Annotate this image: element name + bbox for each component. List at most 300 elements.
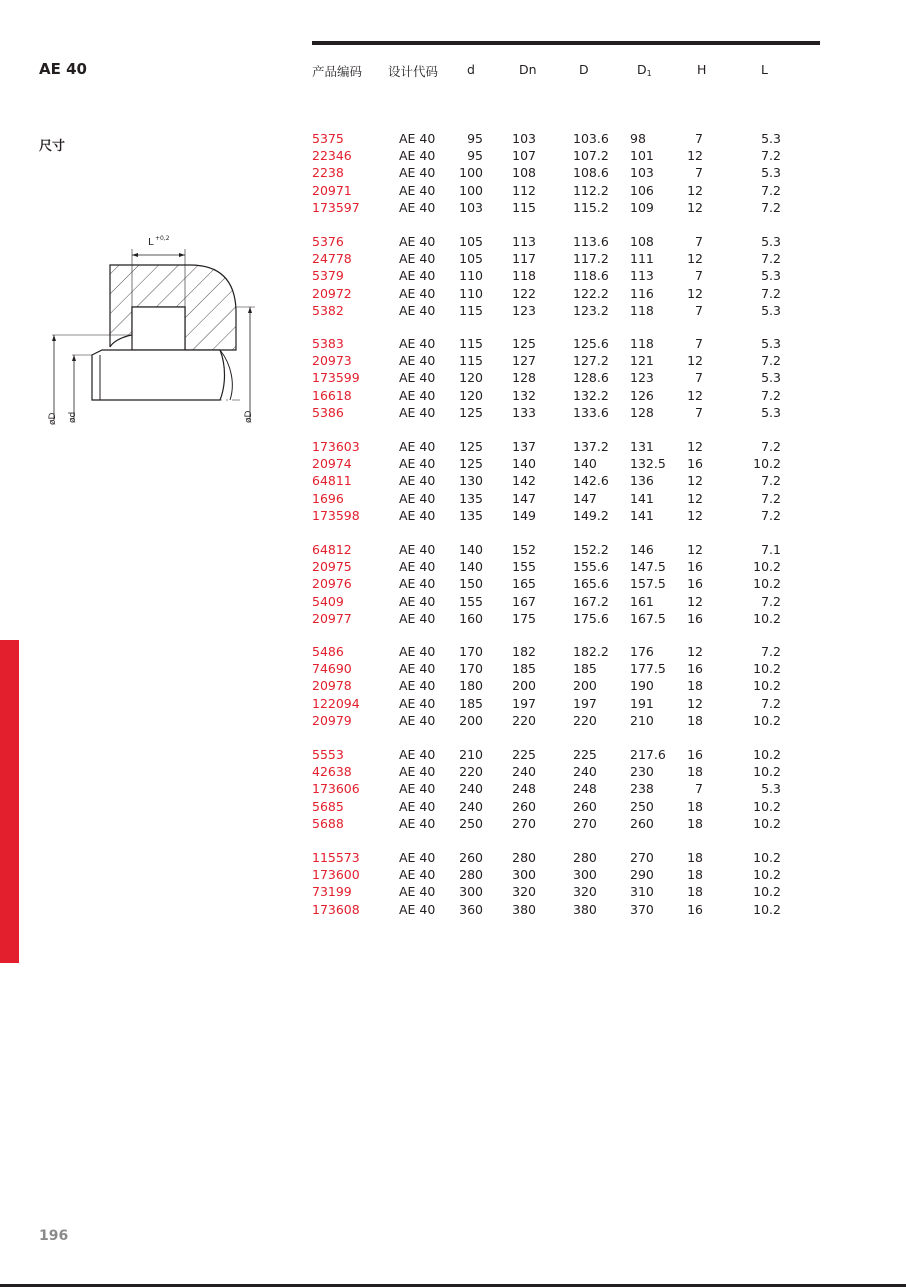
cell-D: 270 bbox=[573, 815, 597, 831]
cell-code: 173606 bbox=[312, 781, 360, 797]
table-row bbox=[0, 147, 906, 164]
cell-code: 64812 bbox=[312, 542, 352, 557]
diagram-label-d1: øD bbox=[48, 412, 58, 425]
cell-D1: 176 bbox=[630, 644, 654, 659]
cell-code: 5553 bbox=[312, 747, 344, 762]
table-row bbox=[0, 404, 906, 421]
cell-dn: 112 bbox=[512, 182, 536, 198]
table-row bbox=[0, 763, 906, 780]
cell-H: 7 bbox=[695, 404, 703, 420]
cell-D1: 147.5 bbox=[630, 559, 666, 575]
cell-design: AE 40 bbox=[399, 815, 436, 831]
cell-d: 125 bbox=[459, 404, 483, 420]
cell-design: AE 40 bbox=[399, 148, 436, 164]
cell-H: 12 bbox=[687, 251, 703, 267]
cell-L: 5.3 bbox=[761, 302, 781, 318]
cell-code: 173598 bbox=[312, 507, 360, 523]
header-L: L bbox=[761, 62, 768, 77]
cell-code: 42638 bbox=[312, 764, 352, 780]
cell-design: AE 40 bbox=[399, 610, 436, 626]
cell-d: 155 bbox=[459, 593, 483, 609]
cell-design: AE 40 bbox=[399, 559, 436, 575]
cell-H: 16 bbox=[687, 610, 703, 626]
cell-code: 115573 bbox=[312, 850, 360, 865]
cell-d: 140 bbox=[459, 542, 483, 557]
cell-code: 64811 bbox=[312, 473, 352, 489]
cell-code: 173608 bbox=[312, 901, 360, 917]
cell-code: 20975 bbox=[312, 559, 352, 575]
cell-H: 16 bbox=[687, 576, 703, 592]
cell-D1: 118 bbox=[630, 336, 654, 351]
cell-D1: 118 bbox=[630, 302, 654, 318]
cell-L: 10.2 bbox=[753, 456, 781, 472]
cell-H: 16 bbox=[687, 559, 703, 575]
cell-d: 150 bbox=[459, 576, 483, 592]
cell-d: 300 bbox=[459, 884, 483, 900]
cell-H: 12 bbox=[687, 285, 703, 301]
cell-H: 18 bbox=[687, 798, 703, 814]
table-row bbox=[0, 660, 906, 677]
cell-d: 250 bbox=[459, 815, 483, 831]
cell-dn: 149 bbox=[512, 507, 536, 523]
cell-L: 5.3 bbox=[761, 404, 781, 420]
cell-d: 95 bbox=[467, 131, 483, 146]
cell-H: 12 bbox=[687, 542, 703, 557]
cell-D: 200 bbox=[573, 678, 597, 694]
table-row bbox=[0, 182, 906, 199]
cell-D: 112.2 bbox=[573, 182, 609, 198]
cell-d: 280 bbox=[459, 867, 483, 883]
cell-design: AE 40 bbox=[399, 781, 436, 797]
cell-d: 170 bbox=[459, 644, 483, 659]
cell-D: 175.6 bbox=[573, 610, 609, 626]
cell-D1: 161 bbox=[630, 593, 654, 609]
cell-dn: 147 bbox=[512, 490, 536, 506]
cell-dn: 185 bbox=[512, 661, 536, 677]
cell-code: 173597 bbox=[312, 199, 360, 215]
cell-D1: 126 bbox=[630, 387, 654, 403]
cell-L: 10.2 bbox=[753, 901, 781, 917]
table-row bbox=[0, 335, 906, 352]
header-d: d bbox=[467, 62, 475, 77]
cell-L: 5.3 bbox=[761, 336, 781, 351]
page-number: 196 bbox=[39, 1228, 69, 1244]
cell-d: 105 bbox=[459, 234, 483, 249]
cell-D: 182.2 bbox=[573, 644, 609, 659]
cell-D1: 109 bbox=[630, 199, 654, 215]
cell-D1: 113 bbox=[630, 268, 654, 284]
cell-code: 20971 bbox=[312, 182, 352, 198]
cell-d: 115 bbox=[459, 353, 483, 369]
cell-D1: 132.5 bbox=[630, 456, 666, 472]
cell-D1: 121 bbox=[630, 353, 654, 369]
cell-design: AE 40 bbox=[399, 747, 436, 762]
cell-D1: 141 bbox=[630, 490, 654, 506]
table-row bbox=[0, 490, 906, 507]
cell-D1: 106 bbox=[630, 182, 654, 198]
cell-dn: 175 bbox=[512, 610, 536, 626]
header-dn: Dn bbox=[519, 62, 537, 77]
cell-D1: 157.5 bbox=[630, 576, 666, 592]
cell-d: 130 bbox=[459, 473, 483, 489]
cell-L: 7.2 bbox=[761, 353, 781, 369]
cell-code: 20978 bbox=[312, 678, 352, 694]
cell-dn: 155 bbox=[512, 559, 536, 575]
cell-H: 7 bbox=[695, 781, 703, 797]
table-row bbox=[0, 233, 906, 250]
cell-L: 7.2 bbox=[761, 285, 781, 301]
cell-H: 18 bbox=[687, 884, 703, 900]
cell-D1: 101 bbox=[630, 148, 654, 164]
cell-D1: 290 bbox=[630, 867, 654, 883]
cell-D1: 177.5 bbox=[630, 661, 666, 677]
cell-D: 107.2 bbox=[573, 148, 609, 164]
cell-H: 12 bbox=[687, 490, 703, 506]
header-H: H bbox=[697, 62, 707, 77]
cell-dn: 220 bbox=[512, 712, 536, 728]
cell-design: AE 40 bbox=[399, 901, 436, 917]
cell-d: 260 bbox=[459, 850, 483, 865]
cell-code: 22346 bbox=[312, 148, 352, 164]
cell-dn: 270 bbox=[512, 815, 536, 831]
cell-H: 12 bbox=[687, 439, 703, 454]
cell-D: 225 bbox=[573, 747, 597, 762]
cell-L: 7.2 bbox=[761, 507, 781, 523]
cell-design: AE 40 bbox=[399, 182, 436, 198]
cell-H: 18 bbox=[687, 867, 703, 883]
cell-D: 165.6 bbox=[573, 576, 609, 592]
cell-code: 5376 bbox=[312, 234, 344, 249]
cell-code: 20979 bbox=[312, 712, 352, 728]
cell-D: 155.6 bbox=[573, 559, 609, 575]
cell-D1: 141 bbox=[630, 507, 654, 523]
cell-H: 7 bbox=[695, 234, 703, 249]
cell-design: AE 40 bbox=[399, 370, 436, 386]
cell-design: AE 40 bbox=[399, 456, 436, 472]
table-row bbox=[0, 866, 906, 883]
cell-L: 7.2 bbox=[761, 182, 781, 198]
cell-D: 108.6 bbox=[573, 165, 609, 181]
cell-dn: 127 bbox=[512, 353, 536, 369]
cell-design: AE 40 bbox=[399, 764, 436, 780]
cell-L: 7.1 bbox=[761, 542, 781, 557]
cell-dn: 225 bbox=[512, 747, 536, 762]
cell-dn: 197 bbox=[512, 695, 536, 711]
cell-D: 380 bbox=[573, 901, 597, 917]
cell-H: 12 bbox=[687, 199, 703, 215]
table-row bbox=[0, 507, 906, 524]
cell-d: 185 bbox=[459, 695, 483, 711]
cell-code: 5375 bbox=[312, 131, 344, 146]
cell-design: AE 40 bbox=[399, 251, 436, 267]
cell-D: 140 bbox=[573, 456, 597, 472]
cell-code: 173599 bbox=[312, 370, 360, 386]
cell-D1: 210 bbox=[630, 712, 654, 728]
diagram-label-d: ød bbox=[68, 411, 78, 423]
cell-L: 10.2 bbox=[753, 867, 781, 883]
cell-d: 125 bbox=[459, 456, 483, 472]
cell-D1: 310 bbox=[630, 884, 654, 900]
cell-D1: 190 bbox=[630, 678, 654, 694]
cell-L: 10.2 bbox=[753, 610, 781, 626]
table-row bbox=[0, 438, 906, 455]
cell-H: 12 bbox=[687, 353, 703, 369]
cell-d: 100 bbox=[459, 182, 483, 198]
cell-dn: 103 bbox=[512, 131, 536, 146]
table-row bbox=[0, 455, 906, 472]
cell-D: 133.6 bbox=[573, 404, 609, 420]
cell-dn: 117 bbox=[512, 251, 536, 267]
cell-H: 18 bbox=[687, 850, 703, 865]
cell-D1: 270 bbox=[630, 850, 654, 865]
cell-code: 20972 bbox=[312, 285, 352, 301]
cell-dn: 140 bbox=[512, 456, 536, 472]
cell-dn: 280 bbox=[512, 850, 536, 865]
cell-dn: 118 bbox=[512, 268, 536, 284]
cell-H: 16 bbox=[687, 456, 703, 472]
cell-D: 220 bbox=[573, 712, 597, 728]
cell-dn: 133 bbox=[512, 404, 536, 420]
table-row bbox=[0, 267, 906, 284]
cell-d: 200 bbox=[459, 712, 483, 728]
cell-dn: 320 bbox=[512, 884, 536, 900]
diagram-label-D: øD bbox=[244, 410, 254, 423]
cell-code: 24778 bbox=[312, 251, 352, 267]
cell-code: 5379 bbox=[312, 268, 344, 284]
cell-code: 5685 bbox=[312, 798, 344, 814]
cell-L: 10.2 bbox=[753, 559, 781, 575]
cell-L: 7.2 bbox=[761, 251, 781, 267]
table-row bbox=[0, 677, 906, 694]
header-design: 设计代码 bbox=[388, 64, 439, 79]
cell-dn: 113 bbox=[512, 234, 536, 249]
table-row bbox=[0, 285, 906, 302]
cell-D: 122.2 bbox=[573, 285, 609, 301]
cell-L: 10.2 bbox=[753, 798, 781, 814]
table-row bbox=[0, 610, 906, 627]
cell-d: 135 bbox=[459, 490, 483, 506]
diagram-label-l-tol: +0,2 bbox=[155, 235, 170, 242]
table-row bbox=[0, 369, 906, 386]
cell-design: AE 40 bbox=[399, 404, 436, 420]
cell-D: 260 bbox=[573, 798, 597, 814]
cell-D: 142.6 bbox=[573, 473, 609, 489]
cell-H: 18 bbox=[687, 764, 703, 780]
cell-dn: 260 bbox=[512, 798, 536, 814]
cell-D1: 98 bbox=[630, 131, 646, 146]
cell-H: 16 bbox=[687, 661, 703, 677]
cell-D1: 230 bbox=[630, 764, 654, 780]
cell-L: 7.2 bbox=[761, 695, 781, 711]
cell-H: 12 bbox=[687, 473, 703, 489]
cell-design: AE 40 bbox=[399, 285, 436, 301]
cell-D: 128.6 bbox=[573, 370, 609, 386]
cell-L: 5.3 bbox=[761, 370, 781, 386]
table-row bbox=[0, 130, 906, 147]
cell-H: 18 bbox=[687, 815, 703, 831]
cell-H: 12 bbox=[687, 182, 703, 198]
cell-code: 122094 bbox=[312, 695, 360, 711]
cell-L: 7.2 bbox=[761, 439, 781, 454]
cell-dn: 142 bbox=[512, 473, 536, 489]
cell-d: 360 bbox=[459, 901, 483, 917]
cell-D: 125.6 bbox=[573, 336, 609, 351]
cell-H: 12 bbox=[687, 148, 703, 164]
cell-code: 20974 bbox=[312, 456, 352, 472]
table-row bbox=[0, 883, 906, 900]
cell-D: 137.2 bbox=[573, 439, 609, 454]
cell-d: 115 bbox=[459, 302, 483, 318]
cell-dn: 182 bbox=[512, 644, 536, 659]
table-row bbox=[0, 593, 906, 610]
diagram-label-l: L bbox=[148, 237, 154, 248]
cell-D: 103.6 bbox=[573, 131, 609, 146]
cell-D1: 260 bbox=[630, 815, 654, 831]
header-D: D bbox=[579, 62, 589, 77]
cell-d: 240 bbox=[459, 798, 483, 814]
cell-design: AE 40 bbox=[399, 576, 436, 592]
cell-design: AE 40 bbox=[399, 165, 436, 181]
cell-L: 7.2 bbox=[761, 490, 781, 506]
cell-L: 10.2 bbox=[753, 850, 781, 865]
cell-D1: 108 bbox=[630, 234, 654, 249]
cell-L: 5.3 bbox=[761, 781, 781, 797]
cell-dn: 132 bbox=[512, 387, 536, 403]
cell-design: AE 40 bbox=[399, 593, 436, 609]
cell-L: 7.2 bbox=[761, 593, 781, 609]
cell-d: 170 bbox=[459, 661, 483, 677]
cell-d: 100 bbox=[459, 165, 483, 181]
cell-L: 7.2 bbox=[761, 473, 781, 489]
cell-design: AE 40 bbox=[399, 798, 436, 814]
cell-d: 120 bbox=[459, 387, 483, 403]
cell-code: 1696 bbox=[312, 490, 344, 506]
cell-D: 113.6 bbox=[573, 234, 609, 249]
cell-dn: 165 bbox=[512, 576, 536, 592]
cell-design: AE 40 bbox=[399, 712, 436, 728]
header-D1: $D_1$ bbox=[637, 62, 652, 78]
cell-d: 160 bbox=[459, 610, 483, 626]
table-row bbox=[0, 541, 906, 558]
cell-design: AE 40 bbox=[399, 473, 436, 489]
cell-H: 7 bbox=[695, 302, 703, 318]
cell-code: 20976 bbox=[312, 576, 352, 592]
cell-d: 125 bbox=[459, 439, 483, 454]
cell-D: 300 bbox=[573, 867, 597, 883]
cell-code: 73199 bbox=[312, 884, 352, 900]
cell-H: 12 bbox=[687, 695, 703, 711]
cell-design: AE 40 bbox=[399, 867, 436, 883]
table-row bbox=[0, 798, 906, 815]
cell-H: 12 bbox=[687, 644, 703, 659]
cell-dn: 152 bbox=[512, 542, 536, 557]
cell-dn: 128 bbox=[512, 370, 536, 386]
cell-D1: 167.5 bbox=[630, 610, 666, 626]
cell-D1: 103 bbox=[630, 165, 654, 181]
table-row bbox=[0, 746, 906, 763]
cell-D: 118.6 bbox=[573, 268, 609, 284]
cell-L: 5.3 bbox=[761, 268, 781, 284]
cell-design: AE 40 bbox=[399, 353, 436, 369]
cell-H: 18 bbox=[687, 678, 703, 694]
cell-D1: 191 bbox=[630, 695, 654, 711]
cell-D1: 123 bbox=[630, 370, 654, 386]
cell-L: 10.2 bbox=[753, 661, 781, 677]
cell-code: 173600 bbox=[312, 867, 360, 883]
cell-code: 5409 bbox=[312, 593, 344, 609]
cell-d: 110 bbox=[459, 268, 483, 284]
table-row bbox=[0, 352, 906, 369]
cell-D: 117.2 bbox=[573, 251, 609, 267]
cell-code: 173603 bbox=[312, 439, 360, 454]
cell-code: 74690 bbox=[312, 661, 352, 677]
cell-code: 16618 bbox=[312, 387, 352, 403]
cell-L: 10.2 bbox=[753, 764, 781, 780]
table-row bbox=[0, 302, 906, 319]
cell-D1: 111 bbox=[630, 251, 654, 267]
cell-dn: 380 bbox=[512, 901, 536, 917]
cell-L: 7.2 bbox=[761, 199, 781, 215]
cell-design: AE 40 bbox=[399, 884, 436, 900]
cell-D: 127.2 bbox=[573, 353, 609, 369]
cell-H: 12 bbox=[687, 387, 703, 403]
cell-H: 7 bbox=[695, 370, 703, 386]
cell-d: 110 bbox=[459, 285, 483, 301]
cell-D: 248 bbox=[573, 781, 597, 797]
table-row bbox=[0, 643, 906, 660]
header-code: 产品编码 bbox=[312, 64, 363, 79]
cell-design: AE 40 bbox=[399, 661, 436, 677]
cell-D: 123.2 bbox=[573, 302, 609, 318]
cell-D: 167.2 bbox=[573, 593, 609, 609]
cell-design: AE 40 bbox=[399, 678, 436, 694]
cell-L: 10.2 bbox=[753, 712, 781, 728]
table-row bbox=[0, 199, 906, 216]
cell-dn: 137 bbox=[512, 439, 536, 454]
cell-D: 152.2 bbox=[573, 542, 609, 557]
table-row bbox=[0, 815, 906, 832]
cell-code: 20977 bbox=[312, 610, 352, 626]
cell-D1: 370 bbox=[630, 901, 654, 917]
cell-L: 10.2 bbox=[753, 815, 781, 831]
cell-design: AE 40 bbox=[399, 387, 436, 403]
cell-d: 140 bbox=[459, 559, 483, 575]
cell-dn: 123 bbox=[512, 302, 536, 318]
cell-D1: 131 bbox=[630, 439, 654, 454]
cell-L: 5.3 bbox=[761, 234, 781, 249]
cell-L: 7.2 bbox=[761, 148, 781, 164]
cell-H: 7 bbox=[695, 165, 703, 181]
table-row bbox=[0, 250, 906, 267]
cell-d: 180 bbox=[459, 678, 483, 694]
cell-H: 7 bbox=[695, 131, 703, 146]
cell-d: 103 bbox=[459, 199, 483, 215]
table-row bbox=[0, 164, 906, 181]
cell-L: 7.2 bbox=[761, 387, 781, 403]
cell-L: 5.3 bbox=[761, 131, 781, 146]
cell-design: AE 40 bbox=[399, 199, 436, 215]
cell-dn: 122 bbox=[512, 285, 536, 301]
cell-code: 5486 bbox=[312, 644, 344, 659]
cell-D: 197 bbox=[573, 695, 597, 711]
table-row bbox=[0, 575, 906, 592]
cell-D1: 217.6 bbox=[630, 747, 666, 762]
cell-design: AE 40 bbox=[399, 507, 436, 523]
cell-design: AE 40 bbox=[399, 131, 436, 146]
table-row bbox=[0, 695, 906, 712]
section-label-dimensions: 尺寸 bbox=[39, 139, 66, 154]
cell-design: AE 40 bbox=[399, 234, 436, 249]
